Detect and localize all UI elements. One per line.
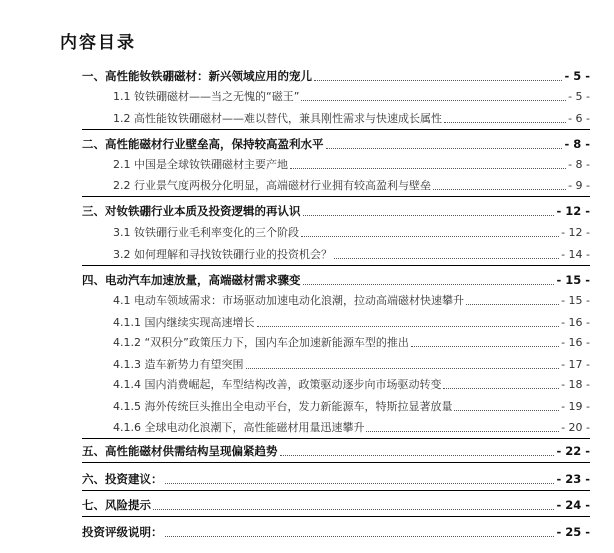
dot-leader xyxy=(165,535,555,537)
toc-entry[interactable] xyxy=(82,201,590,221)
toc-entry[interactable] xyxy=(113,154,590,174)
toc-title: 内容目录 xyxy=(60,33,136,53)
toc-entry-page: - 22 - xyxy=(556,444,590,458)
toc-entry-page: - 15 - xyxy=(561,293,590,307)
toc-entry[interactable] xyxy=(82,270,590,290)
dot-leader xyxy=(280,454,555,456)
toc-entry-text: 4.1.4 国内消费崛起，车型结构改善，政策驱动逐步向市场驱动转变 xyxy=(113,378,442,391)
toc-entry-text: 4.1.3 造车新势力有望突围 xyxy=(113,358,244,371)
toc-entry-page: - 12 - xyxy=(556,204,590,218)
toc-entry[interactable] xyxy=(82,469,590,489)
dot-leader xyxy=(303,214,555,216)
toc-entry-text: 3.1 钕铁硼行业毛利率变化的三个阶段 xyxy=(113,226,299,239)
toc-entry-page: - 14 - xyxy=(561,247,590,261)
toc-entry[interactable] xyxy=(113,332,590,352)
dot-leader xyxy=(301,235,559,237)
toc-entry-page: - 16 - xyxy=(561,335,590,349)
toc-entry[interactable] xyxy=(113,354,590,374)
toc-entry-page: - 25 - xyxy=(556,525,590,539)
dot-leader xyxy=(326,147,563,149)
toc-entry[interactable] xyxy=(82,66,590,86)
toc-entry-page: - 15 - xyxy=(556,273,590,287)
dot-leader xyxy=(301,99,566,101)
toc-entry-text: 4.1.1 国内继续实现高速增长 xyxy=(113,316,255,329)
toc-entry[interactable] xyxy=(113,175,590,195)
toc-entry[interactable] xyxy=(113,312,590,332)
toc-entry[interactable] xyxy=(113,396,590,416)
toc-entry-page: - 17 - xyxy=(561,357,590,371)
dot-leader xyxy=(411,345,559,347)
toc-entry-page: - 5 - xyxy=(564,69,590,83)
toc-entry-text: 4.1.2 “双积分”政策压力下，国内车企加速新能源车型的推出 xyxy=(113,336,409,349)
dot-leader xyxy=(433,188,566,190)
section-divider xyxy=(82,265,590,266)
toc-entry[interactable] xyxy=(82,522,590,542)
dot-leader xyxy=(257,325,560,327)
dot-leader xyxy=(444,121,566,123)
toc-entry-text: 1.1 钕铁硼磁材——当之无愧的“磁王” xyxy=(113,90,300,103)
toc-entry-page: - 5 - xyxy=(568,89,590,103)
toc-entry[interactable] xyxy=(113,290,590,310)
toc-entry-page: - 19 - xyxy=(561,399,590,413)
toc-entry[interactable] xyxy=(113,86,590,106)
toc-entry-text: 四、电动汽车加速放量，高端磁材需求骤变 xyxy=(82,273,301,287)
dot-leader xyxy=(303,283,555,285)
toc-entry-page: - 18 - xyxy=(561,377,590,391)
section-divider xyxy=(82,438,590,439)
toc-entry-text: 七、风险提示 xyxy=(82,498,151,512)
toc-entry-page: - 8 - xyxy=(564,137,590,151)
toc-entry-text: 六、投资建议： xyxy=(82,472,163,486)
toc-entry[interactable] xyxy=(113,244,590,264)
toc-entry-text: 一、高性能钕铁硼磁材：新兴领域应用的宠儿 xyxy=(82,69,312,83)
section-divider xyxy=(82,129,590,130)
toc-entry-page: - 20 - xyxy=(561,420,590,434)
toc-entry-page: - 16 - xyxy=(561,315,590,329)
toc-entry-text: 4.1.6 全球电动化浪潮下，高性能磁材用量迅速攀升 xyxy=(113,421,365,434)
dot-leader xyxy=(466,303,559,305)
toc-entry-text: 4.1.5 海外传统巨头推出全电动平台，发力新能源车，特斯拉显著放量 xyxy=(113,400,453,413)
toc-entry-text: 1.2 高性能钕铁硼磁材——难以替代，兼具刚性需求与快速成长属性 xyxy=(113,112,442,125)
toc-entry-text: 4.1 电动车领域需求：市场驱动加速电动化浪潮，拉动高端磁材快速攀升 xyxy=(113,294,464,307)
dot-leader xyxy=(443,387,559,389)
toc-entry[interactable] xyxy=(113,417,590,437)
toc-entry[interactable] xyxy=(82,441,590,461)
section-divider xyxy=(82,462,590,463)
toc-entry[interactable] xyxy=(113,108,590,128)
dot-leader xyxy=(165,482,555,484)
toc-entry-text: 三、对钕铁硼行业本质及投资逻辑的再认识 xyxy=(82,204,301,218)
dot-leader xyxy=(334,257,559,259)
toc-entry[interactable] xyxy=(113,222,590,242)
dot-leader xyxy=(290,167,566,169)
toc-entry-page: - 8 - xyxy=(568,157,590,171)
section-divider xyxy=(82,196,590,197)
toc-entry-text: 五、高性能磁材供需结构呈现偏紧趋势 xyxy=(82,444,278,458)
toc-entry-page: - 12 - xyxy=(561,225,590,239)
toc-entry[interactable] xyxy=(113,374,590,394)
dot-leader xyxy=(366,430,559,432)
toc-entry[interactable] xyxy=(82,495,590,515)
toc-entry-page: - 6 - xyxy=(568,111,590,125)
toc-entry-text: 二、高性能磁材行业壁垒高，保持较高盈利水平 xyxy=(82,137,324,151)
section-divider xyxy=(82,490,590,491)
toc-entry-text: 3.2 如何理解和寻找钕铁硼行业的投资机会？ xyxy=(113,248,332,261)
toc-entry-page: - 24 - xyxy=(556,498,590,512)
dot-leader xyxy=(454,409,559,411)
section-divider xyxy=(82,516,590,517)
dot-leader xyxy=(246,367,560,369)
toc-entry-page: - 23 - xyxy=(556,472,590,486)
toc-entry-text: 2.1 中国是全球钕铁硼磁材主要产地 xyxy=(113,158,288,171)
toc-entry-text: 投资评级说明： xyxy=(82,525,163,539)
toc-entry-text: 2.2 行业景气度两极分化明显，高端磁材行业拥有较高盈利与壁垒 xyxy=(113,179,431,192)
toc-entry[interactable] xyxy=(82,134,590,154)
dot-leader xyxy=(153,508,554,510)
dot-leader xyxy=(314,79,562,81)
toc-entry-page: - 9 - xyxy=(568,178,590,192)
